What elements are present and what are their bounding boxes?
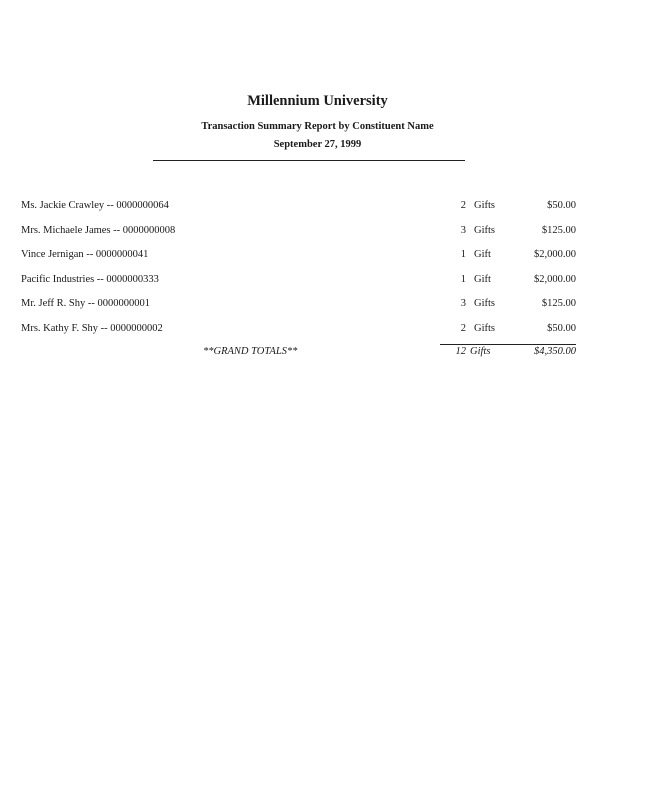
- gift-amount: $125.00: [541, 298, 576, 309]
- constituent-name: Ms. Jackie Crawley -- 0000000064: [21, 200, 169, 211]
- gift-unit: Gift: [474, 273, 491, 285]
- total-gift-unit: Gifts: [470, 346, 491, 357]
- constituent-name: Mr. Jeff R. Shy -- 0000000001: [21, 298, 151, 309]
- constituent-name: Mrs. Kathy F. Shy -- 0000000002: [21, 322, 163, 334]
- totals-divider: [440, 344, 576, 345]
- grand-totals-row: [0, 346, 645, 362]
- gift-count: 1: [460, 249, 466, 260]
- gift-count: 1: [460, 273, 466, 285]
- table-row: [0, 225, 645, 250]
- gift-count: 2: [460, 200, 466, 211]
- gift-unit: Gifts: [474, 224, 495, 236]
- gift-count: 3: [460, 298, 466, 309]
- constituent-name: Vince Jernigan -- 0000000041: [21, 249, 149, 260]
- table-row: [0, 274, 645, 299]
- gift-amount: $125.00: [541, 224, 576, 236]
- table-row: [0, 249, 645, 274]
- transaction-list: [0, 200, 645, 347]
- gift-unit: Gifts: [474, 322, 495, 334]
- report-title: Millennium University: [247, 93, 388, 109]
- report-subtitle: Transaction Summary Report by Constituent Name: [201, 121, 434, 132]
- gift-amount: $2,000.00: [534, 273, 576, 285]
- gift-unit: Gifts: [474, 200, 495, 211]
- report-date: September 27, 1999: [273, 139, 362, 150]
- total-gift-count: 12: [455, 346, 466, 357]
- gift-unit: Gifts: [474, 298, 495, 309]
- constituent-name: Mrs. Michaele James -- 0000000008: [21, 224, 176, 236]
- gift-unit: Gift: [474, 249, 491, 260]
- constituent-name: Pacific Industries -- 0000000333: [21, 273, 159, 285]
- grand-totals-label: **GRAND TOTALS**: [203, 346, 298, 357]
- gift-amount: $50.00: [547, 322, 576, 334]
- gift-count: 3: [460, 224, 466, 236]
- header-divider: [153, 160, 465, 161]
- total-gift-amount: $4,350.00: [534, 346, 576, 357]
- table-row: [0, 200, 645, 225]
- gift-count: 2: [460, 322, 466, 334]
- gift-amount: $50.00: [547, 200, 576, 211]
- table-row: [0, 298, 645, 323]
- gift-amount: $2,000.00: [534, 249, 576, 260]
